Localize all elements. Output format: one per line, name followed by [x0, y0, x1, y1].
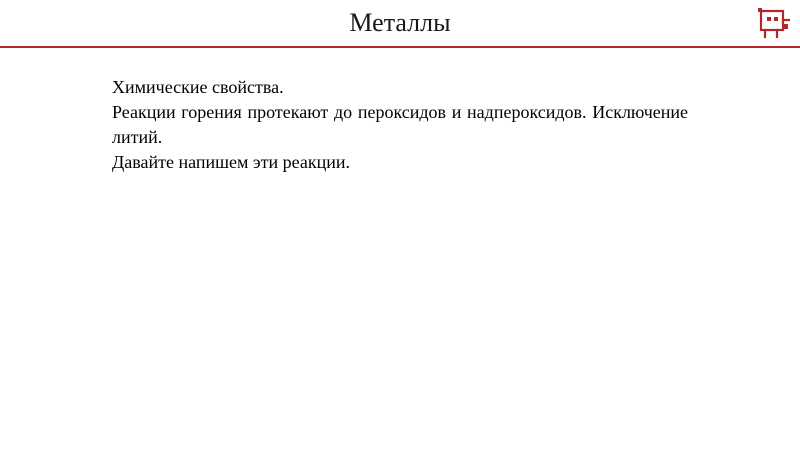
- body-line-heading: Химические свойства.: [112, 77, 284, 97]
- slide-title: Металлы: [349, 8, 451, 37]
- body-line-combustion: Реакции горения протекают до пероксидов и надпероксидов. Исключение литий.: [112, 102, 688, 147]
- robot-logo-icon: [757, 6, 791, 40]
- slide-body: [112, 75, 688, 175]
- title-divider: [0, 46, 800, 48]
- body-line-task: Давайте напишем эти реакции.: [112, 152, 350, 172]
